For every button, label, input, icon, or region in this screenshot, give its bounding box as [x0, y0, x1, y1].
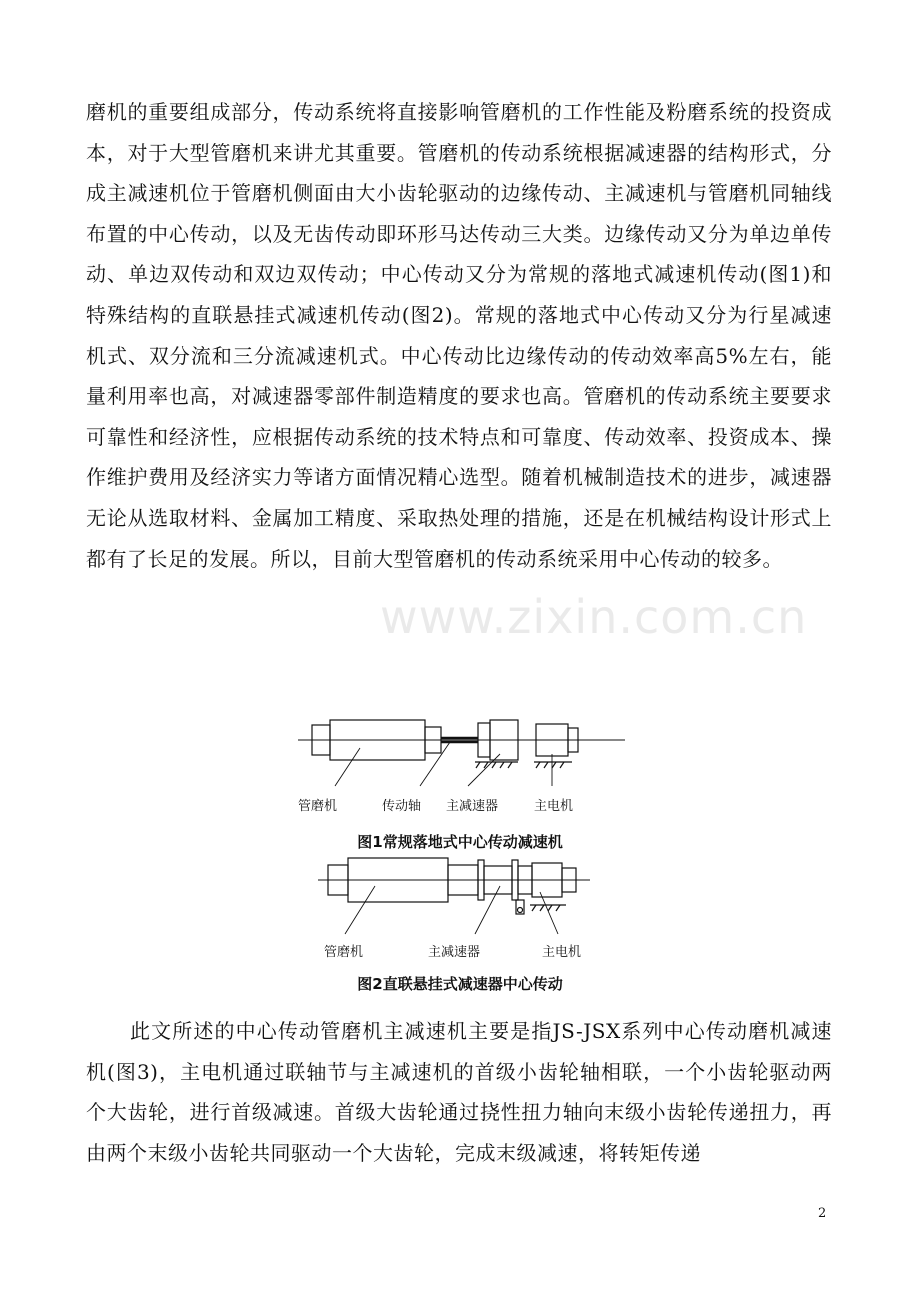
- fig2-label-reducer: 主减速器: [428, 945, 481, 960]
- fig1-label-motor: 主电机: [534, 799, 574, 814]
- fig1-label-shaft: 传动轴: [382, 799, 422, 814]
- page-number: 2: [818, 1206, 827, 1221]
- fig2-label-mill: 管磨机: [324, 945, 364, 960]
- fig2-label-motor: 主电机: [542, 945, 582, 960]
- fig1-label-mill: 管磨机: [298, 799, 338, 814]
- body-paragraph-1: 磨机的重要组成部分，传动系统将直接影响管磨机的工作性能及粉磨系统的投资成本，对于大型管磨机来讲尤其重要。管磨机的传动系统根据减速器的结构形式，分成主减速机位于管磨机侧面由大小齿轮驱动的边缘传动、主减速机与管磨机同轴线布置的中心传动，以及无齿传动即环形马达传动三大类。边缘传动又分为单边单传动、单边双传动和双边双传动；中心传动又分为常规的落地式减速机传动(图1)和特殊结构的直联悬挂式减速机传动(图2)。常规的落地式中心传动又分为行星减速机式、双分流和三分流减速机式。中心传动比边缘传动的传动效率高5%左右，能量利用率也高，对减速器零部件制造精度的要求也高。管磨机的传动系统主要要求可靠性和经济性，应根据传动系统的技术特点和可靠度、传动效率、投资成本、操作维护费用及经济实力等诸方面情况精心选型。随着机械制造技术的进步，减速器无论从选取材料、金属加工精度、采取热处理的措施，还是在机械结构设计形式上都有了长足的发展。所以，目前大型管磨机的传动系统采用中心传动的较多。: [86, 100, 832, 571]
- figure-1-diagram: [290, 718, 630, 818]
- fig1-label-reducer: 主减速器: [446, 799, 499, 814]
- figure-1-caption: 图1常规落地式中心传动减速机: [357, 833, 563, 851]
- figure-2-caption: 图2直联悬挂式减速器中心传动: [357, 975, 563, 993]
- body-paragraph-2: 此文所述的中心传动管磨机主减速机主要是指JS-JSX系列中心传动磨机减速机(图3)，主电机通过联轴节与主减速机的首级小齿轮轴相联，一个小齿轮驱动两个大齿轮，进行首级减速。首级大齿轮通过挠性扭力轴向末级小齿轮传递扭力，再由两个末级小齿轮共同驱动一个大齿轮，完成末级减速，将转矩传递: [86, 1019, 832, 1165]
- watermark: www.zixin.com.cn: [380, 590, 808, 644]
- figure-2-diagram: [290, 856, 630, 966]
